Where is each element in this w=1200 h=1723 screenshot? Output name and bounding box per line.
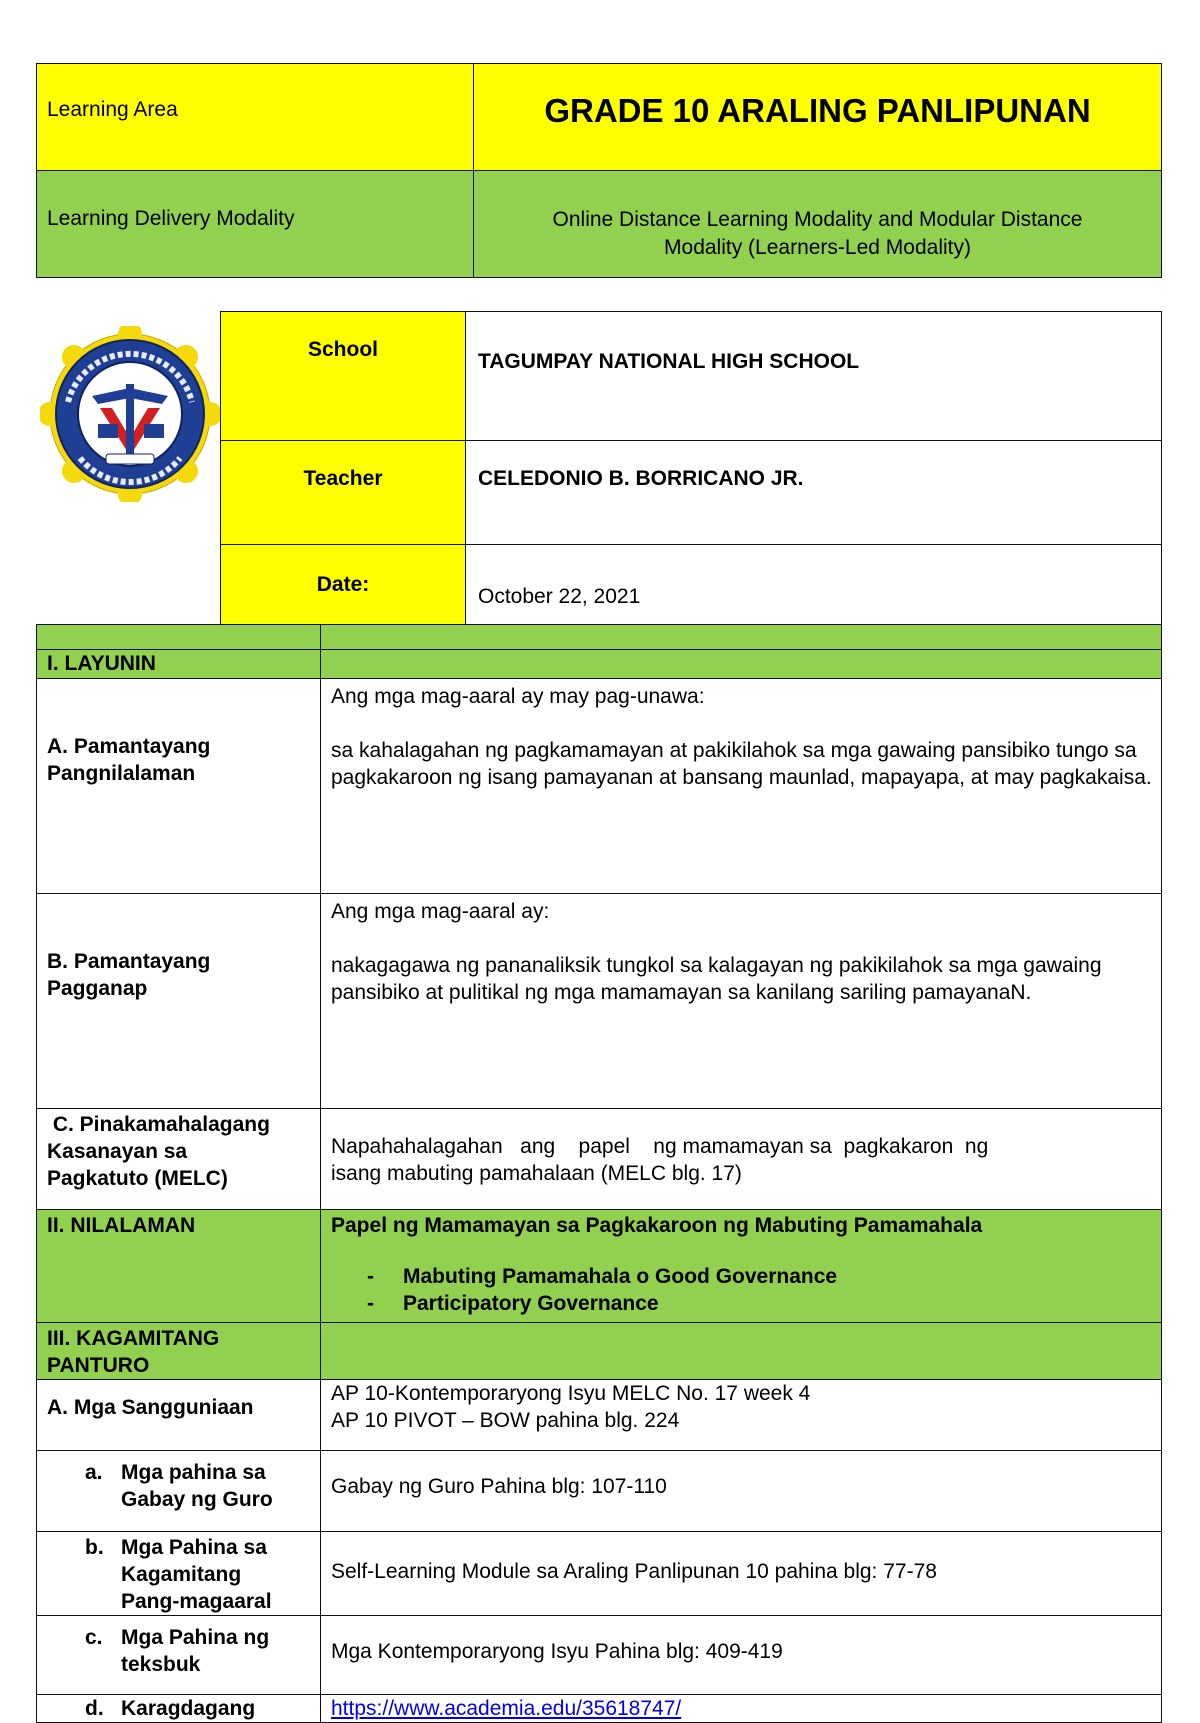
academia-link[interactable]: https://www.academia.edu/35618747/ [331,1697,682,1720]
header-table [36,63,1162,278]
modality-label: Learning Delivery Modality [37,171,474,278]
gabay-guro-label [37,1451,321,1532]
sanggunian-label: A. Mga Sangguniaan [37,1380,321,1451]
date-label: Date: [221,545,466,678]
sub-line: Gabay ng Guro [121,1488,273,1511]
teksbuk-label [37,1616,321,1695]
kagamitan-label [37,1323,321,1380]
sanggunian-value [321,1380,1162,1451]
modality-line-2: Modality (Learners-Led Modality) [664,236,971,259]
karagdagang-label [37,1695,321,1723]
teacher-value: CELEDONIO B. BORRICANO JR. [466,441,1162,545]
layunin-value-cell [321,650,1162,679]
c-label-line-1: C. Pinakamahalagang [47,1113,270,1136]
pamantayang-pagganap-label [37,894,321,1109]
school-label: School [221,312,466,441]
kagamitang-pang-magaaral-value: Self-Learning Module sa Araling Panlipunan 10 pahina blg: 77-78 [321,1532,1162,1616]
sub-line: Mga Pahina sa [121,1536,267,1559]
sub-letter: c. [85,1626,103,1649]
sub-line: Kagamitang [121,1563,242,1586]
kagamitan-value-cell [321,1323,1162,1380]
sub-line: teksbuk [121,1653,201,1676]
lesson-plan-table [36,624,1162,1723]
sub-letter: a. [85,1461,103,1484]
nilalaman-label: II. NILALAMAN [37,1210,321,1323]
teacher-label: Teacher [221,441,466,545]
modality-line-1: Online Distance Learning Modality and Modular Distance [552,208,1083,231]
a-text: sa kahalagahan ng pagkamamayan at pakikilahok sa mga gawaing pansibiko tungo sa pagkakaroon ng isang pamayanan at bansang maunlad, mapayapa, at may pagkakaisa. [331,739,1152,789]
kagamitan-label-line-1: III. KAGAMITANG [47,1327,220,1350]
blank-header-cell [37,625,321,650]
modality-value [474,171,1162,278]
sub-line: Karagdagang [121,1697,256,1720]
nilalaman-item: - Participatory Governance [367,1290,1153,1317]
blank-header-cell [321,625,1162,650]
sub-line: Pang-magaaral [121,1590,272,1613]
c-text-line-2: isang mabuting pamahalaan (MELC blg. 17) [331,1162,742,1185]
b-label-line-1: B. Pamantayang [47,950,211,973]
school-value: TAGUMPAY NATIONAL HIGH SCHOOL [466,312,1162,441]
c-label-line-3: Pagkatuto (MELC) [47,1167,228,1190]
pamantayang-pangnilalaman-label [37,679,321,894]
school-seal-icon [40,326,220,502]
melc-label [37,1109,321,1210]
karagdagang-value [321,1695,1162,1723]
sub-letter: d. [85,1697,104,1720]
kagamitang-pang-magaaral-label [37,1532,321,1616]
c-text-line-1: Napahahalagahan ang papel ng mamamayan sa pagkakaron ng [331,1135,989,1158]
b-intro: Ang mga mag-aaral ay: [331,900,550,923]
pamantayang-pagganap-value [321,894,1162,1109]
layunin-label: I. LAYUNIN [37,650,321,679]
nilalaman-title: Papel ng Mamamayan sa Pagkakaroon ng Mabuting Pamamahala [331,1214,983,1237]
sanggunian-line-1: AP 10-Kontemporaryong Isyu MELC No. 17 week 4 [331,1382,811,1405]
learning-area-label: Learning Area [37,64,474,171]
gabay-guro-value: Gabay ng Guro Pahina blg: 107-110 [321,1451,1162,1532]
date-value: October 22, 2021 [466,545,1162,678]
sub-line: Mga Pahina ng [121,1626,270,1649]
sub-line: Mga pahina sa [121,1461,266,1484]
nilalaman-item: - Mabuting Pamamahala o Good Governance [367,1263,1153,1290]
sanggunian-line-2: AP 10 PIVOT – BOW pahina blg. 224 [331,1409,680,1432]
kagamitan-label-line-2: PANTURO [47,1354,150,1377]
a-intro: Ang mga mag-aaral ay may pag-unawa: [331,685,705,708]
b-label-line-2: Pagganap [47,977,148,1000]
teksbuk-value: Mga Kontemporaryong Isyu Pahina blg: 409-419 [321,1616,1162,1695]
melc-value [321,1109,1162,1210]
sub-letter: b. [85,1536,104,1559]
c-label-line-2: Kasanayan sa [47,1140,188,1163]
nilalaman-value [321,1210,1162,1323]
pamantayang-pangnilalaman-value [321,679,1162,894]
school-info-table [220,311,1162,678]
a-label-line-2: Pangnilalaman [47,762,196,785]
learning-area-value: GRADE 10 ARALING PANLIPUNAN [474,64,1162,171]
a-label-line-1: A. Pamantayang [47,735,211,758]
b-text: nakagagawa ng pananaliksik tungkol sa kalagayan ng pakikilahok sa mga gawaing pansibiko at pulitikal ng mga mamamayan sa kanilang sariling pamayanaN. [331,954,1102,1004]
